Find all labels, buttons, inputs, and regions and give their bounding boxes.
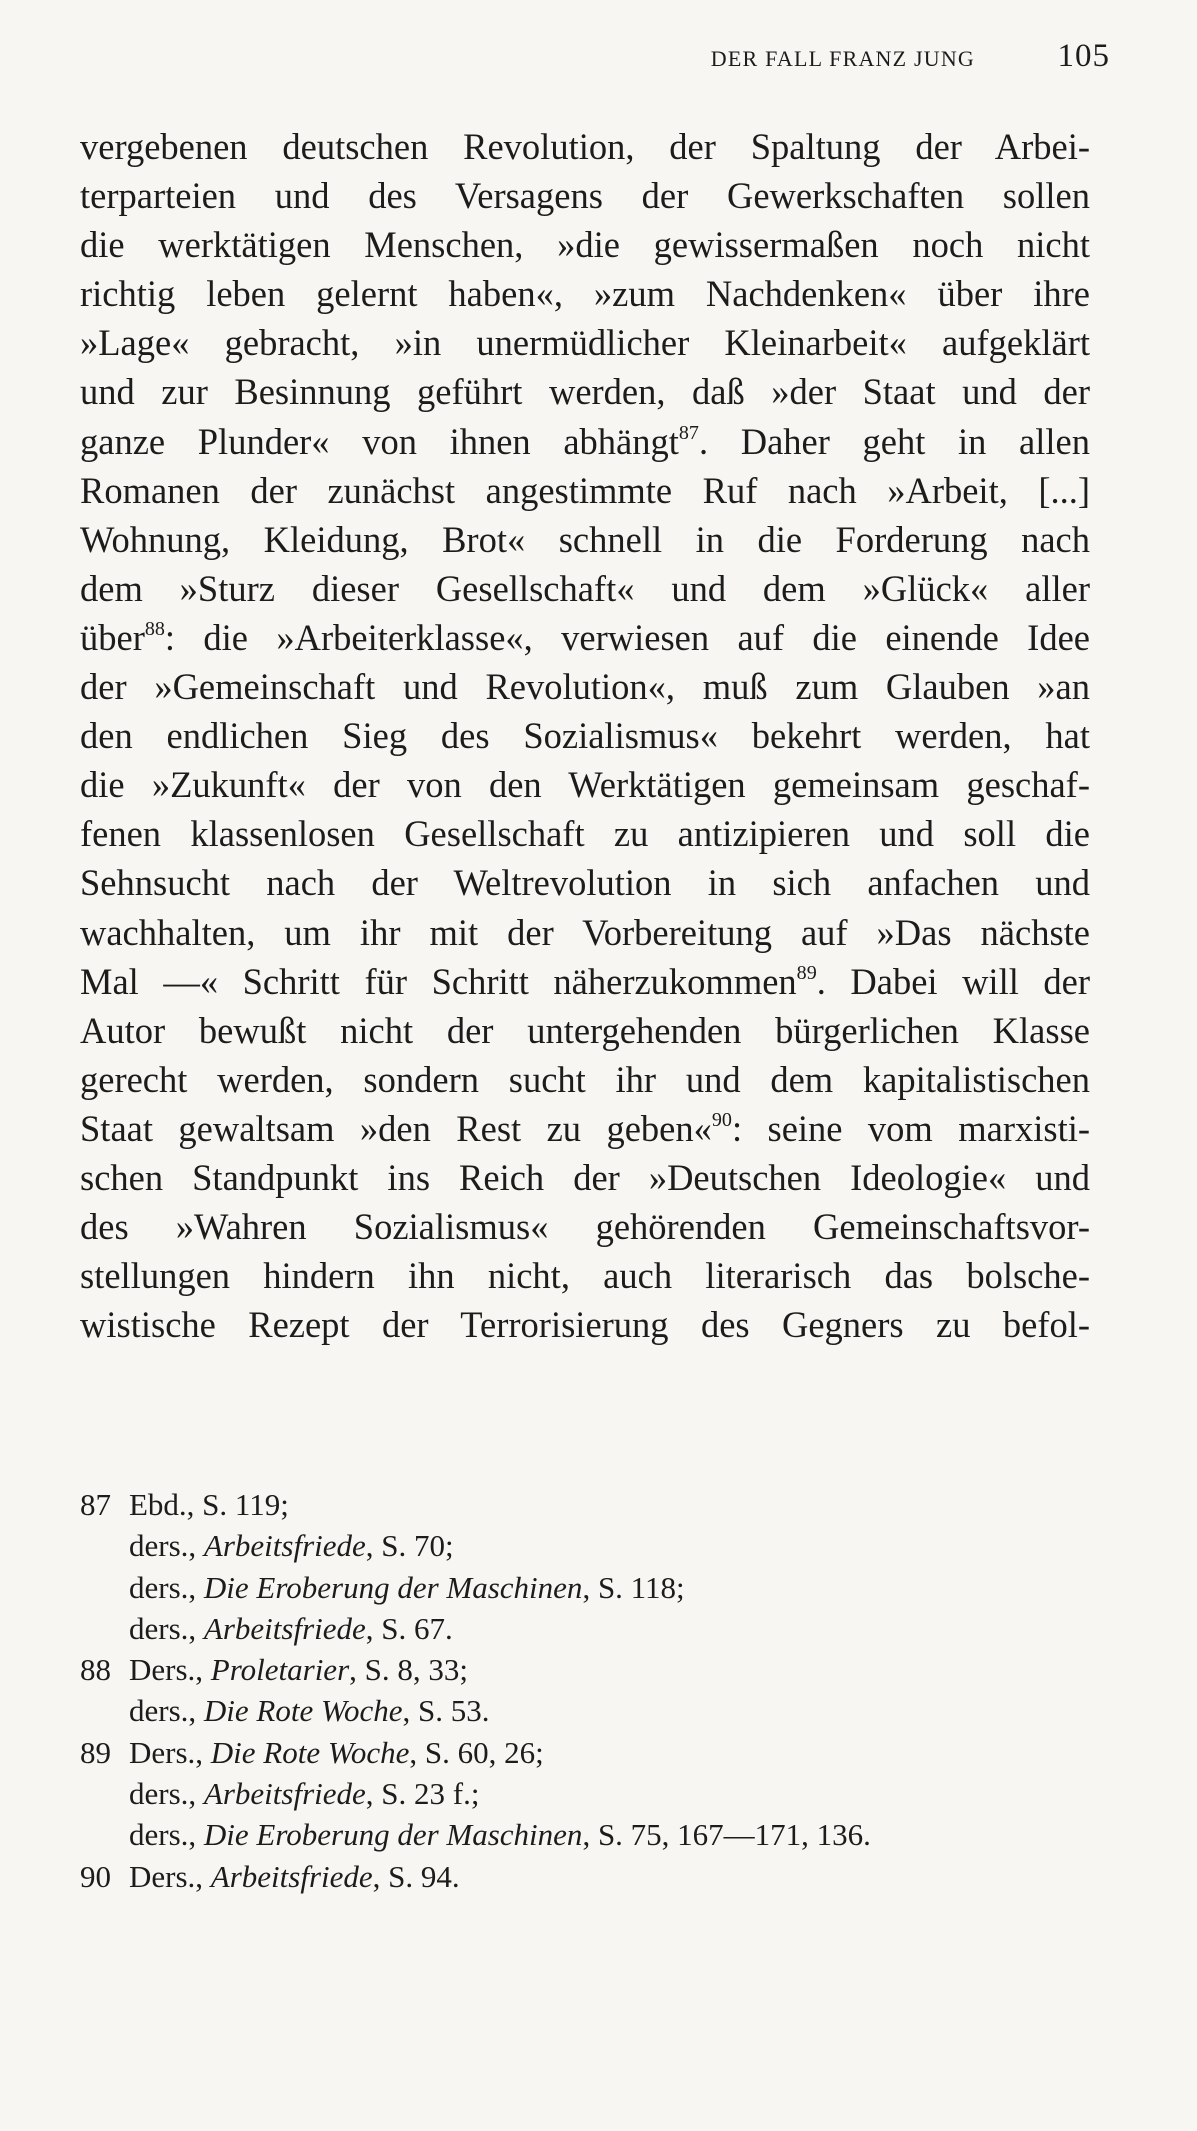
text-line bbox=[80, 417, 1090, 466]
citation-text: , S. 53. bbox=[402, 1693, 490, 1729]
citation-text: Ders., bbox=[129, 1652, 211, 1688]
footnote-87 bbox=[80, 1484, 1090, 1649]
work-title: Arbeitsfriede bbox=[203, 1528, 366, 1564]
footnotes bbox=[80, 1484, 1090, 1897]
footnote-line bbox=[80, 1484, 1090, 1525]
text-line: und zur Besinnung geführt werden, daß »der Staat und der bbox=[80, 371, 1090, 413]
page-number: 105 bbox=[1057, 38, 1110, 74]
text-line: wistische Rezept der Terrorisierung des Gegners zu befol- bbox=[80, 1304, 1090, 1346]
text-line bbox=[80, 1104, 1090, 1153]
work-title: Arbeitsfriede bbox=[203, 1776, 366, 1812]
text-line: die werktätigen Menschen, »die gewissermaßen noch nicht bbox=[80, 224, 1090, 266]
footnote-reference: 89 bbox=[796, 961, 817, 984]
footnote-reference: 90 bbox=[711, 1108, 732, 1131]
text-line: dem »Sturz dieser Gesellschaft« und dem »Glück« aller bbox=[80, 567, 1090, 609]
text-segment: . Dabei will der bbox=[816, 960, 1090, 1002]
footnote-88 bbox=[80, 1649, 1090, 1732]
text-line: wachhalten, um ihr mit der Vorbereitung auf »Das nächste bbox=[80, 911, 1090, 953]
footnote-number: 87 bbox=[80, 1487, 111, 1522]
footnote-reference: 87 bbox=[678, 421, 699, 444]
text-line: der »Gemeinschaft und Revolution«, muß zum Glauben »an bbox=[80, 666, 1090, 708]
text-line: Sehnsucht nach der Weltrevolution in sich anfachen und bbox=[80, 862, 1090, 904]
footnote-line bbox=[80, 1690, 1090, 1731]
text-line: des »Wahren Sozialismus« gehörenden Gemeinschaftsvor- bbox=[80, 1206, 1090, 1248]
text-line bbox=[80, 957, 1090, 1006]
text-line: richtig leben gelernt haben«, »zum Nachdenken« über ihre bbox=[80, 273, 1090, 315]
text-line: stellungen hindern ihn nicht, auch literarisch das bolsche- bbox=[80, 1255, 1090, 1297]
text-segment: über bbox=[80, 616, 145, 658]
work-title: Die Rote Woche bbox=[210, 1734, 410, 1770]
citation-text: ders., bbox=[129, 1817, 204, 1853]
footnote-number: 90 bbox=[80, 1858, 111, 1894]
citation-text: , S. 8, 33; bbox=[349, 1652, 468, 1688]
text-line: »Lage« gebracht, »in unermüdlicher Kleinarbeit« aufgeklärt bbox=[80, 322, 1090, 364]
text-segment: Staat gewaltsam »den Rest zu geben« bbox=[80, 1107, 712, 1149]
work-title: Arbeitsfriede bbox=[203, 1610, 366, 1646]
citation-text: ders., bbox=[129, 1776, 204, 1812]
text-segment: ganze Plunder« von ihnen abhängt bbox=[80, 420, 679, 462]
text-line: vergebenen deutschen Revolution, der Spaltung der Arbei- bbox=[80, 126, 1090, 167]
work-title: Arbeitsfriede bbox=[210, 1858, 373, 1894]
footnote-line bbox=[80, 1525, 1090, 1566]
text-line bbox=[80, 613, 1090, 662]
footnote-line bbox=[80, 1773, 1090, 1814]
body-paragraph bbox=[80, 122, 1090, 1349]
footnote-number: 88 bbox=[80, 1652, 111, 1688]
text-segment: . Daher geht in allen bbox=[698, 420, 1090, 462]
footnote-89 bbox=[80, 1732, 1090, 1856]
footnote-90 bbox=[80, 1856, 1090, 1897]
footnote-line bbox=[80, 1649, 1090, 1690]
text-line: die »Zukunft« der von den Werktätigen gemeinsam geschaf- bbox=[80, 764, 1090, 806]
work-title: Die Rote Woche bbox=[203, 1693, 403, 1729]
text-line: Wohnung, Kleidung, Brot« schnell in die Forderung nach bbox=[80, 518, 1090, 560]
footnote-line bbox=[80, 1567, 1090, 1608]
text-line: Romanen der zunächst angestimmte Ruf nach »Arbeit, [...] bbox=[80, 469, 1090, 511]
text-line: fenen klassenlosen Gesellschaft zu antizipieren und soll die bbox=[80, 813, 1090, 855]
text-segment: : die »Arbeiterklasse«, verwiesen auf die einende Idee bbox=[164, 616, 1090, 658]
text-line: schen Standpunkt ins Reich der »Deutschen Ideologie« und bbox=[80, 1156, 1090, 1198]
citation-text: , S. 118; bbox=[582, 1569, 685, 1605]
citation-text: Ebd., S. 119; bbox=[129, 1487, 289, 1522]
footnote-number: 89 bbox=[80, 1734, 111, 1770]
work-title: Die Eroberung der Maschinen bbox=[203, 1569, 583, 1605]
citation-text: ders., bbox=[129, 1569, 204, 1605]
work-title: Die Eroberung der Maschinen bbox=[203, 1817, 583, 1853]
footnote-line bbox=[80, 1608, 1090, 1649]
footnote-line bbox=[80, 1856, 1090, 1897]
citation-text: , S. 75, 167—171, 136. bbox=[582, 1817, 871, 1853]
footnote-reference: 88 bbox=[144, 617, 165, 640]
footnote-line bbox=[80, 1814, 1090, 1855]
text-segment: Mal —« Schritt für Schritt näherzukommen bbox=[80, 960, 797, 1002]
citation-text: , S. 23 f.; bbox=[365, 1776, 480, 1812]
running-title: DER FALL FRANZ JUNG bbox=[710, 46, 975, 71]
running-head bbox=[0, 38, 1110, 78]
citation-text: , S. 94. bbox=[372, 1858, 460, 1894]
citation-text: ders., bbox=[129, 1528, 204, 1564]
text-line: gerecht werden, sondern sucht ihr und dem kapitalistischen bbox=[80, 1058, 1090, 1100]
citation-text: Ders., bbox=[129, 1858, 211, 1894]
citation-text: Ders., bbox=[129, 1734, 211, 1770]
footnote-line bbox=[80, 1732, 1090, 1773]
text-line: terparteien und des Versagens der Gewerkschaften sollen bbox=[80, 175, 1090, 217]
text-segment: : seine vom marxisti- bbox=[731, 1107, 1091, 1149]
citation-text: , S. 60, 26; bbox=[409, 1734, 544, 1770]
citation-text: ders., bbox=[129, 1610, 204, 1646]
text-line: den endlichen Sieg des Sozialismus« bekehrt werden, hat bbox=[80, 715, 1090, 757]
citation-text: , S. 70; bbox=[365, 1528, 454, 1564]
citation-text: , S. 67. bbox=[365, 1610, 453, 1646]
citation-text: ders., bbox=[129, 1693, 204, 1729]
work-title: Proletarier bbox=[210, 1652, 350, 1688]
text-line: Autor bewußt nicht der untergehenden bürgerlichen Klasse bbox=[80, 1009, 1090, 1051]
